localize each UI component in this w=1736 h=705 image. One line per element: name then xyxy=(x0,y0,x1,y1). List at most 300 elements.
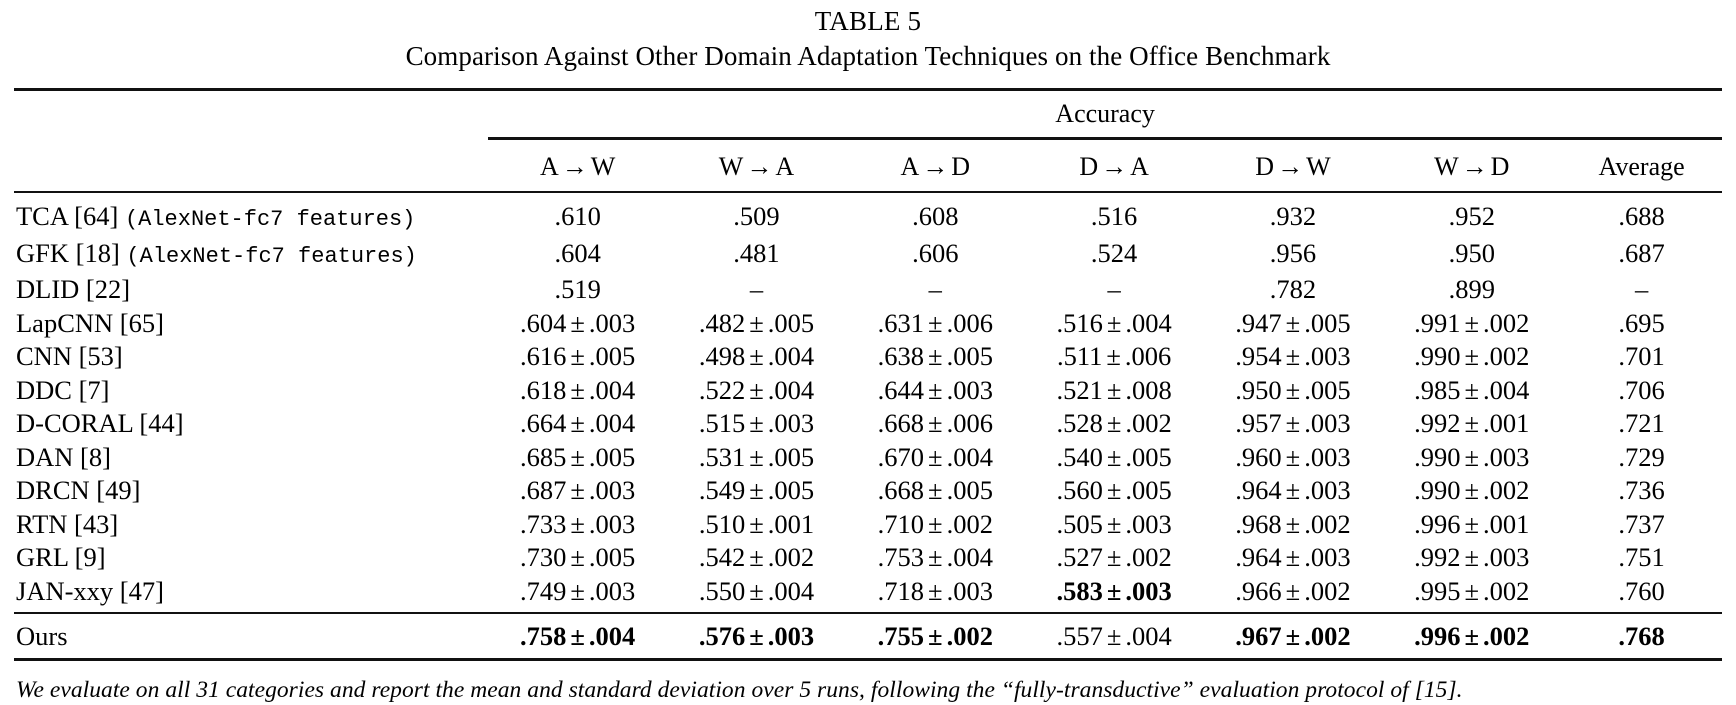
column-header-d2w xyxy=(1204,143,1383,191)
table-row xyxy=(14,441,1722,475)
plus-minus-icon: ± xyxy=(749,374,764,405)
plus-minus-icon: ± xyxy=(749,307,764,338)
cell-d2w xyxy=(1204,508,1383,542)
value-text: .737 xyxy=(1618,508,1665,539)
plus-minus-icon: ± xyxy=(1285,575,1301,606)
plus-minus-icon: ± xyxy=(1106,307,1122,338)
cell-a2d xyxy=(846,508,1025,542)
cell-d2w xyxy=(1204,441,1383,475)
cell-a2w xyxy=(488,441,667,475)
cell-w2d xyxy=(1382,541,1561,575)
cell-a2d xyxy=(846,441,1025,475)
value-text: .606 xyxy=(912,237,959,268)
value-mean: .990 xyxy=(1414,475,1461,505)
cell-w2d xyxy=(1382,575,1561,609)
cell-method-name xyxy=(14,575,488,609)
value-std: .005 xyxy=(1125,441,1172,472)
value-text: .516 xyxy=(1090,201,1138,231)
plus-minus-icon: ± xyxy=(749,475,764,505)
value-text: .706 xyxy=(1618,374,1665,405)
value-std: .004 xyxy=(1125,307,1172,338)
value-text: .932 xyxy=(1269,201,1317,231)
col-a2d-to: D xyxy=(951,152,971,181)
arrow-icon: → xyxy=(1101,152,1128,181)
plus-minus-icon: ± xyxy=(1285,475,1301,505)
value-text: .688 xyxy=(1618,201,1665,231)
cell-a2w xyxy=(488,407,667,441)
plus-minus-icon: ± xyxy=(570,542,585,572)
method-name: TCA [64] xyxy=(16,201,119,231)
table-head xyxy=(14,91,1722,191)
cell-a2w xyxy=(488,374,667,408)
cell-avg xyxy=(1561,237,1722,274)
value-std: .005 xyxy=(946,341,993,371)
plus-minus-icon: ± xyxy=(928,621,943,651)
plus-minus-icon: ± xyxy=(1106,575,1122,606)
cell-d2a xyxy=(1025,575,1204,609)
cell-avg xyxy=(1561,307,1722,341)
value-std: .002 xyxy=(1304,575,1351,606)
table-row xyxy=(14,273,1722,307)
col-w2d-from: W xyxy=(1434,152,1459,181)
value-mean: .710 xyxy=(877,508,925,539)
value-std: .001 xyxy=(767,508,815,539)
plus-minus-icon: ± xyxy=(1285,374,1301,405)
value-mean: .542 xyxy=(698,542,746,572)
value-std: .004 xyxy=(1483,374,1530,405)
cell-avg xyxy=(1561,474,1722,508)
value-mean: .521 xyxy=(1056,374,1103,405)
value-mean: .668 xyxy=(877,408,925,438)
row-spacer xyxy=(14,193,1722,200)
plus-minus-icon: ± xyxy=(928,475,943,505)
value-mean: .515 xyxy=(698,408,746,438)
cell-method-name xyxy=(14,541,488,575)
cell-method-name xyxy=(14,237,488,274)
results-table xyxy=(14,91,1722,191)
value-std: .006 xyxy=(1124,341,1172,371)
plus-minus-icon: ± xyxy=(1106,542,1122,572)
value-mean: .753 xyxy=(877,542,925,572)
method-name: D-CORAL [44] xyxy=(16,408,184,438)
value-mean: .730 xyxy=(519,542,567,572)
cell-w2d xyxy=(1382,200,1561,237)
value-std: .002 xyxy=(1304,621,1351,651)
table-title: Comparison Against Other Domain Adaptation Techniques on the Office Benchmark xyxy=(405,41,1331,71)
value-mean: .967 xyxy=(1235,621,1282,651)
value-mean: .527 xyxy=(1056,542,1103,572)
cell-d2w xyxy=(1204,374,1383,408)
value-std: .002 xyxy=(946,508,993,539)
plus-minus-icon: ± xyxy=(1285,621,1301,651)
plus-minus-icon: ± xyxy=(1285,508,1301,539)
plus-minus-icon: ± xyxy=(1106,441,1122,472)
cell-w2a xyxy=(667,340,846,374)
value-std: .003 xyxy=(588,307,636,338)
group-header-spacer xyxy=(14,91,488,137)
value-mean: .528 xyxy=(1056,408,1103,438)
value-std: .004 xyxy=(588,374,636,405)
plus-minus-icon: ± xyxy=(1285,341,1301,371)
value-text: .729 xyxy=(1618,441,1665,472)
plus-minus-icon: ± xyxy=(570,374,585,405)
value-mean: .550 xyxy=(698,575,746,606)
value-mean: .990 xyxy=(1414,441,1461,472)
value-mean: .749 xyxy=(519,575,567,606)
value-mean: .685 xyxy=(519,441,567,472)
col-w2d-to: D xyxy=(1490,152,1510,181)
cell-method-name xyxy=(14,474,488,508)
cell-method-name xyxy=(14,307,488,341)
value-std: .003 xyxy=(1304,441,1351,472)
cell-d2w xyxy=(1204,340,1383,374)
value-mean: .664 xyxy=(519,408,567,438)
plus-minus-icon: ± xyxy=(749,341,764,371)
cell-w2a xyxy=(667,237,846,274)
value-std: .003 xyxy=(588,508,636,539)
value-std: .003 xyxy=(1304,408,1351,438)
cell-d2w xyxy=(1204,307,1383,341)
value-mean: .947 xyxy=(1235,307,1282,338)
value-text: .701 xyxy=(1618,341,1665,371)
arrow-icon: → xyxy=(1461,152,1488,181)
cell-avg xyxy=(1561,374,1722,408)
column-header-w2a xyxy=(667,143,846,191)
value-mean: .968 xyxy=(1235,508,1282,539)
plus-minus-icon: ± xyxy=(1106,374,1122,405)
cell-w2d xyxy=(1382,614,1561,658)
row-spacer-cell xyxy=(14,193,1722,200)
plus-minus-icon: ± xyxy=(928,441,943,472)
cell-a2w xyxy=(488,307,667,341)
value-mean: .576 xyxy=(698,621,746,651)
col-w2a-from: W xyxy=(718,152,744,181)
cell-w2a xyxy=(667,575,846,609)
plus-minus-icon: ± xyxy=(1106,475,1122,505)
value-mean: .510 xyxy=(698,508,746,539)
value-mean: .996 xyxy=(1414,508,1461,539)
value-mean: .957 xyxy=(1235,408,1282,438)
cell-d2a xyxy=(1025,541,1204,575)
plus-minus-icon: ± xyxy=(1464,542,1480,572)
value-mean: .482 xyxy=(698,307,746,338)
value-std: .005 xyxy=(1304,374,1351,405)
cell-w2a xyxy=(667,307,846,341)
cell-a2w xyxy=(488,200,667,237)
cell-d2a xyxy=(1025,374,1204,408)
cell-w2a xyxy=(667,407,846,441)
value-std: .005 xyxy=(767,307,815,338)
accuracy-span-rule xyxy=(488,137,1722,140)
value-std: .004 xyxy=(946,441,993,472)
table-row xyxy=(14,237,1722,274)
col-d2a-from: D xyxy=(1079,152,1099,181)
plus-minus-icon: ± xyxy=(1464,575,1480,606)
column-header-w2d xyxy=(1382,143,1561,191)
column-header-a2w xyxy=(488,143,667,191)
cell-a2w xyxy=(488,273,667,307)
value-mean: .755 xyxy=(877,621,925,651)
plus-minus-icon: ± xyxy=(570,441,585,472)
value-std: .005 xyxy=(588,441,636,472)
plus-minus-icon: ± xyxy=(749,621,764,651)
value-std: .003 xyxy=(588,475,636,505)
plus-minus-icon: ± xyxy=(570,508,585,539)
value-mean: .583 xyxy=(1056,575,1103,606)
method-name: DLID [22] xyxy=(16,274,131,304)
results-body-table xyxy=(14,193,1722,612)
value-std: .004 xyxy=(767,341,815,371)
value-std: .003 xyxy=(767,408,815,438)
method-name-suffix: (AlexNet-fc7 features) xyxy=(124,207,416,232)
method-name-suffix: (AlexNet-fc7 features) xyxy=(126,243,417,269)
table-row xyxy=(14,508,1722,542)
column-header-method xyxy=(14,143,488,191)
plus-minus-icon: ± xyxy=(570,575,585,606)
table-row xyxy=(14,200,1722,237)
cell-w2a xyxy=(667,374,846,408)
value-std: .002 xyxy=(1125,408,1172,438)
table-row xyxy=(14,307,1722,341)
value-mean: .960 xyxy=(1235,441,1282,472)
value-std: .002 xyxy=(767,542,815,572)
plus-minus-icon: ± xyxy=(570,621,585,651)
cell-avg xyxy=(1561,441,1722,475)
arrow-icon: → xyxy=(1277,152,1304,181)
plus-minus-icon: ± xyxy=(1285,441,1301,472)
cell-d2a xyxy=(1025,474,1204,508)
method-name: DAN [8] xyxy=(16,441,111,472)
cell-a2d xyxy=(846,237,1025,274)
value-std: .002 xyxy=(1304,508,1351,539)
cell-d2a xyxy=(1025,237,1204,274)
value-mean: .522 xyxy=(698,374,746,405)
value-text: .782 xyxy=(1269,274,1317,304)
cell-d2a xyxy=(1025,307,1204,341)
column-header-row xyxy=(14,143,1722,191)
cell-d2w xyxy=(1204,474,1383,508)
cell-a2d xyxy=(846,541,1025,575)
cell-method-name xyxy=(14,340,488,374)
value-mean: .540 xyxy=(1056,441,1103,472)
table-row xyxy=(14,407,1722,441)
value-std: .003 xyxy=(1483,542,1530,572)
plus-minus-icon: ± xyxy=(1285,542,1301,572)
value-mean: .964 xyxy=(1235,475,1282,505)
cell-d2w xyxy=(1204,541,1383,575)
cell-method-name xyxy=(14,441,488,475)
plus-minus-icon: ± xyxy=(1464,441,1480,472)
plus-minus-icon: ± xyxy=(749,408,764,438)
col-a2d-from: A xyxy=(900,152,920,181)
value-mean: .670 xyxy=(877,441,925,472)
value-text: .610 xyxy=(554,201,601,231)
cell-d2w xyxy=(1204,407,1383,441)
cell-w2d xyxy=(1382,340,1561,374)
cell-a2d xyxy=(846,200,1025,237)
value-mean: .996 xyxy=(1414,621,1461,651)
value-mean: .954 xyxy=(1235,341,1282,371)
plus-minus-icon: ± xyxy=(1106,621,1122,651)
value-std: .004 xyxy=(767,575,815,606)
cell-d2a xyxy=(1025,273,1204,307)
value-std: .005 xyxy=(588,542,636,572)
plus-minus-icon: ± xyxy=(928,508,943,539)
value-std: .003 xyxy=(588,575,636,606)
method-name: JAN-xxy [47] xyxy=(16,575,164,606)
plus-minus-icon: ± xyxy=(928,408,943,438)
value-mean: .758 xyxy=(519,621,567,651)
plus-minus-icon: ± xyxy=(1106,508,1122,539)
value-text: .519 xyxy=(554,274,601,304)
cell-d2a xyxy=(1025,200,1204,237)
plus-minus-icon: ± xyxy=(570,475,585,505)
cell-a2w xyxy=(488,237,667,274)
cell-avg xyxy=(1561,200,1722,237)
cell-a2w xyxy=(488,541,667,575)
cell-w2d xyxy=(1382,508,1561,542)
plus-minus-icon: ± xyxy=(928,307,943,338)
value-std: .003 xyxy=(946,374,993,405)
cell-w2d xyxy=(1382,307,1561,341)
method-name: GFK [18] xyxy=(16,237,120,268)
plus-minus-icon: ± xyxy=(749,542,764,572)
value-std: .004 xyxy=(767,374,815,405)
value-std: .003 xyxy=(1304,542,1351,572)
value-mean: .992 xyxy=(1414,542,1461,572)
ours-table xyxy=(14,614,1722,658)
method-name: Ours xyxy=(16,621,68,651)
table-footnote: We evaluate on all 31 categories and report the mean and standard deviation over 5 runs, following the “fully-transductive” evaluation protocol of [15]. xyxy=(16,677,1463,703)
cell-a2w xyxy=(488,508,667,542)
table-caption xyxy=(14,0,1722,74)
value-text: .899 xyxy=(1448,274,1495,304)
plus-minus-icon: ± xyxy=(1464,621,1480,651)
value-std: .002 xyxy=(1483,307,1530,338)
value-text: .608 xyxy=(912,201,959,231)
cell-method-name xyxy=(14,508,488,542)
cell-a2w xyxy=(488,340,667,374)
method-name: GRL [9] xyxy=(16,542,106,572)
cell-w2d xyxy=(1382,441,1561,475)
value-mean: .505 xyxy=(1056,508,1103,539)
cell-w2a xyxy=(667,441,846,475)
table-row xyxy=(14,541,1722,575)
plus-minus-icon: ± xyxy=(570,408,585,438)
table-number: TABLE 5 xyxy=(814,6,922,36)
value-text: .751 xyxy=(1618,542,1665,572)
value-text: .687 xyxy=(1618,237,1665,268)
method-name: CNN [53] xyxy=(16,341,123,371)
col-a2w-from: A xyxy=(539,152,559,181)
value-std: .006 xyxy=(946,408,993,438)
cell-avg xyxy=(1561,407,1722,441)
value-std: .003 xyxy=(946,575,993,606)
cell-a2d xyxy=(846,575,1025,609)
value-text: .524 xyxy=(1090,237,1138,268)
table-row xyxy=(14,575,1722,609)
cell-a2w xyxy=(488,474,667,508)
column-header-average: Average xyxy=(1598,152,1685,181)
cell-a2d xyxy=(846,407,1025,441)
plus-minus-icon: ± xyxy=(1464,475,1480,505)
plus-minus-icon: ± xyxy=(570,307,585,338)
method-name: DRCN [49] xyxy=(16,475,141,505)
cell-w2a xyxy=(667,200,846,237)
cell-a2d xyxy=(846,474,1025,508)
cell-w2a xyxy=(667,474,846,508)
value-text: .481 xyxy=(733,237,780,268)
plus-minus-icon: ± xyxy=(749,575,764,606)
value-std: .003 xyxy=(1304,341,1351,371)
value-text: – xyxy=(1634,274,1649,304)
cell-d2w xyxy=(1204,273,1383,307)
value-std: .003 xyxy=(1125,575,1172,606)
plus-minus-icon: ± xyxy=(1464,341,1480,371)
table-row xyxy=(14,374,1722,408)
value-std: .002 xyxy=(1483,475,1530,505)
cell-a2d xyxy=(846,307,1025,341)
value-mean: .668 xyxy=(877,475,925,505)
cell-w2d xyxy=(1382,273,1561,307)
cell-d2w xyxy=(1204,614,1383,658)
value-text: .695 xyxy=(1618,307,1665,338)
value-text: .956 xyxy=(1269,237,1317,268)
value-mean: .616 xyxy=(519,341,567,371)
cell-method-name xyxy=(14,614,488,658)
plus-minus-icon: ± xyxy=(1464,307,1480,338)
table-row xyxy=(14,340,1722,374)
value-mean: .531 xyxy=(698,441,746,472)
value-std: .001 xyxy=(1483,508,1530,539)
value-mean: .718 xyxy=(877,575,925,606)
value-mean: .638 xyxy=(877,341,925,371)
cell-w2a xyxy=(667,541,846,575)
table-row xyxy=(14,614,1722,658)
value-std: .002 xyxy=(946,621,993,651)
value-text: – xyxy=(928,274,942,304)
value-std: .004 xyxy=(1125,621,1172,651)
value-mean: .985 xyxy=(1414,374,1461,405)
value-std: .004 xyxy=(946,542,993,572)
cell-w2a xyxy=(667,614,846,658)
cell-a2d xyxy=(846,273,1025,307)
value-std: .002 xyxy=(1483,341,1530,371)
value-text: – xyxy=(1107,274,1121,304)
value-std: .005 xyxy=(1125,475,1172,505)
cell-w2d xyxy=(1382,374,1561,408)
value-mean: .991 xyxy=(1414,307,1461,338)
plus-minus-icon: ± xyxy=(1106,341,1121,371)
value-text: .950 xyxy=(1448,237,1495,268)
cell-d2a xyxy=(1025,340,1204,374)
value-mean: .631 xyxy=(877,307,925,338)
cell-avg xyxy=(1561,508,1722,542)
plus-minus-icon: ± xyxy=(1464,374,1480,405)
value-text: .760 xyxy=(1618,575,1665,606)
value-std: .002 xyxy=(1125,542,1172,572)
cell-method-name xyxy=(14,200,488,237)
cell-w2d xyxy=(1382,474,1561,508)
value-text: .721 xyxy=(1618,408,1665,438)
value-std: .003 xyxy=(1483,441,1530,472)
cell-w2d xyxy=(1382,407,1561,441)
value-mean: .498 xyxy=(698,341,746,371)
plus-minus-icon: ± xyxy=(1106,408,1122,438)
value-mean: .966 xyxy=(1235,575,1282,606)
value-std: .002 xyxy=(1483,575,1530,606)
value-mean: .604 xyxy=(519,307,567,338)
